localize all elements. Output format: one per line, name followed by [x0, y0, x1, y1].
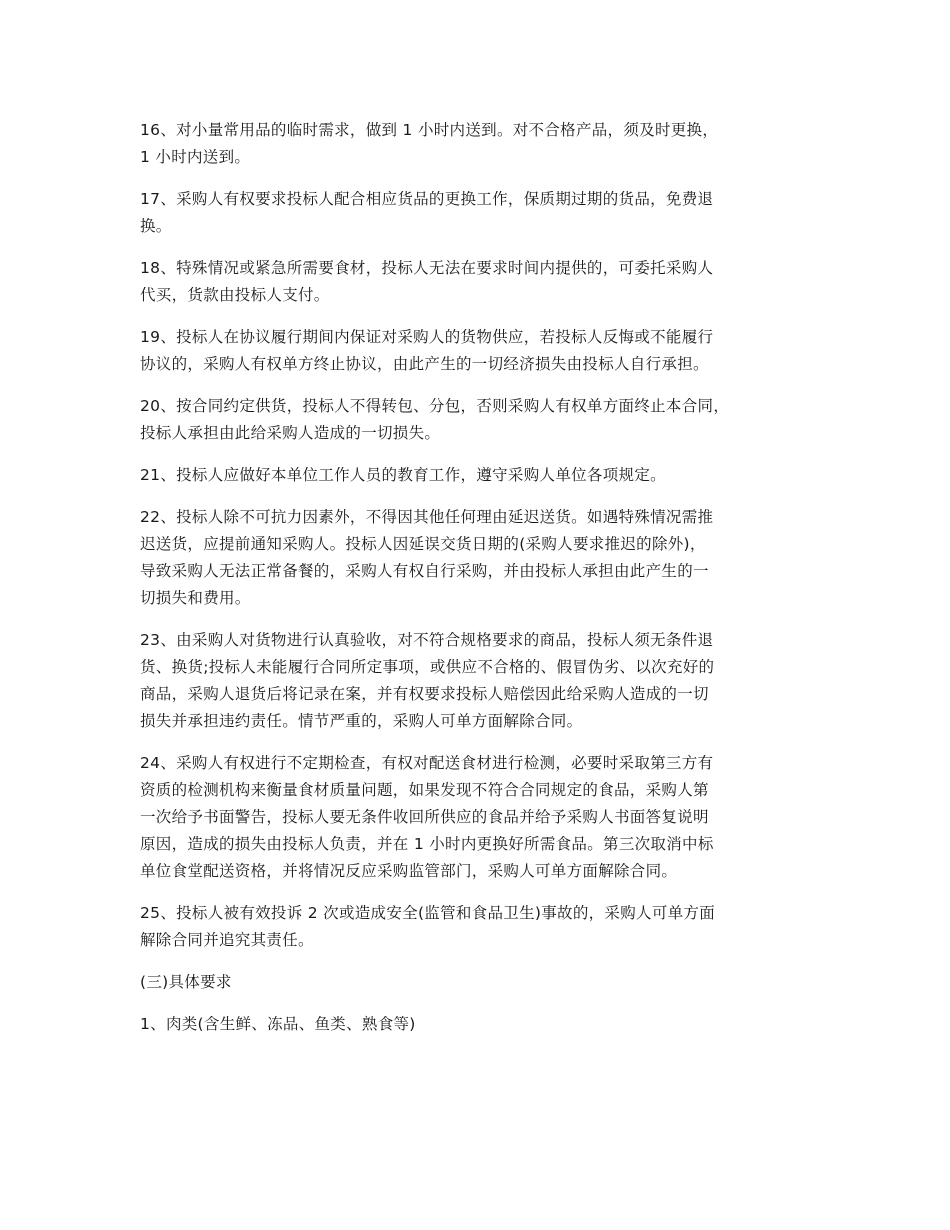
text-line: 22、投标人除不可抗力因素外，不得因其他任何理由延迟送货。如遇特殊情况需推 — [140, 508, 714, 526]
paragraph-item-16 — [140, 117, 820, 171]
paragraph-item-21 — [140, 462, 820, 489]
paragraph-item-22 — [140, 504, 820, 612]
text-line: (三)具体要求 — [140, 973, 232, 991]
text-line: 协议的，采购人有权单方终止协议，由此产生的一切经济损失由投标人自行承担。 — [140, 355, 709, 373]
paragraph-item-25 — [140, 900, 820, 954]
text-line: 货、换货;投标人未能履行合同所定事项，或供应不合格的、假冒伪劣、以次充好的 — [140, 658, 715, 676]
text-line: 单位食堂配送资格，并将情况反应采购监管部门，采购人可单方面解除合同。 — [140, 862, 678, 880]
text-line: 23、由采购人对货物进行认真验收，对不符合规格要求的商品，投标人须无条件退 — [140, 631, 714, 649]
paragraph-item-17 — [140, 186, 820, 240]
text-line: 商品，采购人退货后将记录在案，并有权要求投标人赔偿因此给采购人造成的一切 — [140, 685, 709, 703]
text-line: 25、投标人被有效投诉 2 次或造成安全(监管和食品卫生)事故的，采购人可单方面 — [140, 904, 716, 922]
paragraph-item-24 — [140, 750, 820, 885]
text-line: 21、投标人应做好本单位工作人员的教育工作，遵守采购人单位各项规定。 — [140, 466, 666, 484]
text-line: 迟送货，应提前通知采购人。投标人因延误交货日期的(采购人要求推迟的除外)， — [140, 535, 706, 553]
text-line: 资质的检测机构来衡量食材质量问题，如果发现不符合合同规定的食品，采购人第 — [140, 781, 709, 799]
paragraph-item-19 — [140, 324, 820, 378]
text-line: 解除合同并追究其责任。 — [140, 931, 314, 949]
text-line: 导致采购人无法正常备餐的，采购人有权自行采购，并由投标人承担由此产生的一 — [140, 562, 709, 580]
text-line: 24、采购人有权进行不定期检查，有权对配送食材进行检测，必要时采取第三方有 — [140, 754, 714, 772]
text-line: 损失并承担违约责任。情节严重的，采购人可单方面解除合同。 — [140, 712, 583, 730]
section-heading-specific-requirements — [140, 969, 820, 996]
text-line: 20、按合同约定供货，投标人不得转包、分包，否则采购人有权单方面终止本合同， — [140, 397, 730, 415]
text-line: 18、特殊情况或紧急所需要食材，投标人无法在要求时间内提供的，可委托采购人 — [140, 259, 714, 277]
text-line: 1 小时内送到。 — [140, 148, 251, 166]
paragraph-item-20 — [140, 393, 820, 447]
requirement-item-meat — [140, 1011, 820, 1038]
text-line: 换。 — [140, 217, 172, 235]
text-line: 切损失和费用。 — [140, 589, 251, 607]
text-line: 19、投标人在协议履行期间内保证对采购人的货物供应，若投标人反悔或不能履行 — [140, 328, 714, 346]
text-line: 一次给予书面警告，投标人要无条件收回所供应的食品并给予采购人书面答复说明 — [140, 808, 709, 826]
paragraph-item-18 — [140, 255, 820, 309]
text-line: 代买，货款由投标人支付。 — [140, 286, 330, 304]
text-line: 17、采购人有权要求投标人配合相应货品的更换工作，保质期过期的货品，免费退 — [140, 190, 714, 208]
paragraph-item-23 — [140, 627, 820, 735]
text-line: 16、对小量常用品的临时需求，做到 1 小时内送到。对不合格产品，须及时更换， — [140, 121, 719, 139]
text-line: 投标人承担由此给采购人造成的一切损失。 — [140, 424, 441, 442]
document-page — [140, 117, 820, 1053]
text-line: 1、肉类(含生鲜、冻品、鱼类、熟食等) — [140, 1015, 416, 1033]
text-line: 原因，造成的损失由投标人负责，并在 1 小时内更换好所需食品。第三次取消中标 — [140, 835, 714, 853]
